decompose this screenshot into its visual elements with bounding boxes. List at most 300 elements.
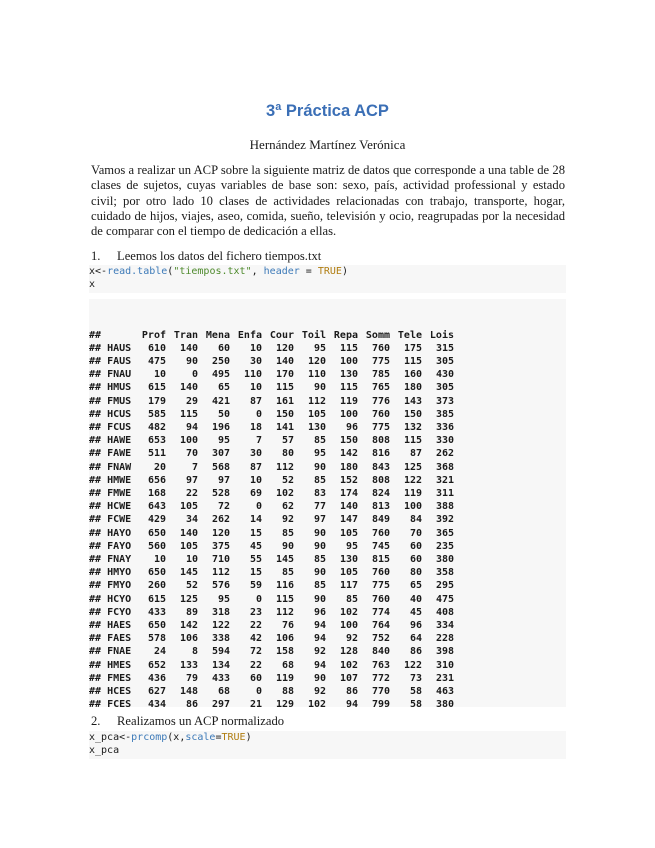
table-cell: 0 (255, 408, 262, 420)
table-cell: 115 (275, 382, 294, 394)
table-cell: 100 (179, 435, 198, 447)
table-cell: 120 (275, 342, 294, 354)
table-cell: 90 (281, 540, 294, 552)
section-label: Leemos los datos del fichero tiempos.txt (117, 249, 322, 263)
code-function: read.table (107, 266, 168, 277)
table-cell: 95 (217, 435, 230, 447)
table-cell: 145 (179, 567, 198, 579)
table-cell: 228 (435, 633, 454, 645)
table-cell: 495 (211, 369, 230, 381)
table-cell: 160 (403, 369, 422, 381)
table-cell: 560 (147, 540, 166, 552)
table-cell: 174 (339, 488, 358, 500)
table-cell: 128 (339, 646, 358, 658)
row-name: FAYO (107, 540, 132, 552)
table-cell: 815 (371, 554, 390, 566)
row-prefix: ## (89, 435, 108, 447)
table-cell: 7 (191, 461, 198, 473)
table-cell: 130 (339, 554, 358, 566)
table-cell: 72 (217, 501, 230, 513)
table-row (89, 421, 454, 434)
code-token: <- (95, 266, 108, 277)
table-cell: 380 (435, 554, 454, 566)
table-cell: 594 (211, 646, 230, 658)
table-cell: 650 (147, 567, 166, 579)
table-row (89, 659, 454, 672)
table-cell: 110 (243, 369, 262, 381)
table-cell: 115 (403, 356, 422, 367)
table-cell: 95 (345, 540, 358, 552)
table-cell: 775 (371, 356, 390, 367)
row-name: FAWE (107, 448, 132, 460)
table-row (89, 487, 454, 500)
table-cell: 94 (313, 659, 326, 671)
table-cell: 775 (371, 422, 390, 434)
table-cell: 96 (409, 620, 422, 632)
table-cell: 849 (371, 514, 390, 526)
table-cell: 8 (191, 646, 198, 658)
code-token: x_pca (89, 745, 120, 757)
table-cell: 96 (313, 606, 326, 618)
table-cell: 90 (313, 672, 326, 684)
table-cell: 105 (339, 567, 358, 579)
table-row (89, 342, 454, 355)
table-cell: 95 (217, 593, 230, 605)
table-cell: 112 (275, 461, 294, 473)
table-cell: 305 (435, 356, 454, 367)
table-cell: 196 (211, 422, 230, 434)
table-cell: 295 (435, 580, 454, 592)
row-label (89, 659, 134, 672)
row-label (89, 500, 134, 513)
code-token: x_pca (89, 732, 120, 743)
table-cell: 148 (179, 686, 198, 698)
table-cell: 112 (275, 606, 294, 618)
table-cell: 80 (281, 448, 294, 460)
table-cell: 760 (371, 342, 390, 354)
table-row (89, 355, 454, 368)
row-prefix: ## (89, 369, 108, 381)
table-row (89, 381, 454, 394)
table-cell: 92 (345, 633, 358, 645)
table-cell: 119 (339, 395, 358, 407)
row-label (89, 606, 134, 619)
table-cell: 650 (147, 527, 166, 539)
table-cell: 813 (371, 501, 390, 513)
table-cell: 760 (371, 567, 390, 579)
table-cell: 112 (307, 395, 326, 407)
table-cell: 0 (255, 593, 262, 605)
row-prefix: ## (89, 395, 108, 407)
table-row (89, 500, 454, 513)
row-prefix: ## (89, 527, 108, 539)
row-name: HCES (107, 686, 132, 698)
row-label (89, 698, 134, 711)
table-cell: 568 (211, 461, 230, 473)
table-cell: 72 (249, 646, 262, 658)
row-name: FNAY (107, 554, 132, 566)
table-cell: 30 (249, 448, 262, 460)
row-name: HCWE (107, 501, 132, 513)
table-cell: 102 (307, 699, 326, 711)
row-label (89, 566, 134, 579)
table-cell: 799 (371, 699, 390, 711)
row-label (89, 381, 134, 394)
table-cell: 100 (403, 501, 422, 513)
table-cell: 10 (153, 369, 166, 381)
column-header: Prof (141, 329, 166, 341)
table-cell: 85 (313, 435, 326, 447)
row-label (89, 593, 134, 606)
row-name: HMYO (107, 567, 132, 579)
table-cell: 34 (185, 514, 198, 526)
table-cell: 475 (147, 356, 166, 367)
table-cell: 92 (281, 514, 294, 526)
table-cell: 745 (371, 540, 390, 552)
table-cell: 122 (403, 474, 422, 486)
table-cell: 760 (371, 408, 390, 420)
table-cell: 45 (249, 540, 262, 552)
table-cell: 100 (339, 408, 358, 420)
table-cell: 179 (147, 395, 166, 407)
table-cell: 85 (313, 554, 326, 566)
table-cell: 578 (147, 633, 166, 645)
row-label (89, 434, 134, 447)
column-header: Repa (333, 329, 358, 341)
table-cell: 334 (435, 620, 454, 632)
row-prefix: ## (89, 580, 108, 592)
row-prefix: ## (89, 356, 108, 367)
table-cell: 824 (371, 488, 390, 500)
table-cell: 475 (435, 593, 454, 605)
table-row (89, 513, 454, 526)
table-cell: 102 (275, 488, 294, 500)
table-cell: 62 (281, 501, 294, 513)
table-cell: 106 (179, 633, 198, 645)
row-name: FMES (107, 672, 132, 684)
code-token: ) (245, 732, 252, 743)
table-cell: 42 (249, 633, 262, 645)
table-cell: 122 (211, 620, 230, 632)
row-name: FNAU (107, 369, 132, 381)
table-cell: 180 (403, 382, 422, 394)
row-prefix: ## (89, 501, 108, 513)
code-token: x (89, 266, 96, 277)
code-token: x (89, 279, 96, 291)
table-cell: 147 (339, 514, 358, 526)
table-cell: 125 (403, 461, 422, 473)
table-cell: 615 (147, 593, 166, 605)
section-number: 2. (91, 714, 101, 728)
row-prefix: ## (89, 540, 108, 552)
table-row (89, 685, 454, 698)
row-name: FCUS (107, 422, 132, 434)
table-cell: 10 (249, 342, 262, 354)
table-cell: 22 (185, 488, 198, 500)
table-cell: 115 (403, 435, 422, 447)
code-output-table (89, 299, 566, 711)
table-cell: 365 (435, 527, 454, 539)
table-cell: 102 (339, 606, 358, 618)
row-prefix: ## (89, 554, 108, 566)
row-label (89, 672, 134, 685)
table-cell: 392 (435, 514, 454, 526)
row-label (89, 447, 134, 460)
table-cell: 170 (275, 369, 294, 381)
table-cell: 60 (249, 672, 262, 684)
table-cell: 585 (147, 408, 166, 420)
table-cell: 133 (179, 659, 198, 671)
table-row (89, 474, 454, 487)
row-label (89, 619, 134, 632)
table-cell: 130 (307, 422, 326, 434)
table-cell: 511 (147, 448, 166, 460)
section-heading-2 (91, 714, 284, 729)
table-cell: 105 (339, 527, 358, 539)
row-label (89, 421, 134, 434)
table-cell: 336 (435, 422, 454, 434)
table-cell: 150 (403, 408, 422, 420)
table-cell: 90 (313, 382, 326, 394)
table-cell: 388 (435, 501, 454, 513)
table-cell: 97 (217, 474, 230, 486)
table-cell: 24 (153, 646, 166, 658)
row-prefix: ## (89, 342, 108, 354)
table-cell: 23 (249, 606, 262, 618)
row-label (89, 395, 134, 408)
table-cell: 141 (275, 422, 294, 434)
table-row (89, 606, 454, 619)
table-cell: 321 (435, 474, 454, 486)
table-cell: 117 (339, 580, 358, 592)
row-prefix: ## (89, 672, 108, 684)
table-cell: 231 (435, 672, 454, 684)
table-cell: 840 (371, 646, 390, 658)
row-label (89, 408, 134, 421)
table-cell: 116 (275, 580, 294, 592)
table-cell: 70 (409, 527, 422, 539)
table-cell: 86 (409, 646, 422, 658)
row-name: FCWE (107, 514, 132, 526)
table-cell: 90 (313, 527, 326, 539)
table-cell: 175 (403, 342, 422, 354)
table-cell: 434 (147, 699, 166, 711)
row-prefix: ## (89, 620, 108, 632)
column-header: Toil (301, 329, 326, 341)
row-label (89, 579, 134, 592)
table-cell: 86 (185, 699, 198, 711)
code-token: = (215, 732, 222, 743)
table-cell: 752 (371, 633, 390, 645)
table-cell: 10 (249, 382, 262, 394)
table-cell: 40 (409, 593, 422, 605)
row-prefix: ## (89, 606, 108, 618)
table-cell: 76 (281, 620, 294, 632)
table-cell: 307 (211, 448, 230, 460)
row-name: HAES (107, 620, 132, 632)
column-header: Somm (365, 329, 390, 341)
code-keyword: TRUE (221, 732, 246, 743)
table-cell: 21 (249, 699, 262, 711)
row-prefix: ## (89, 474, 108, 486)
table-cell: 87 (409, 448, 422, 460)
table-cell: 140 (179, 382, 198, 394)
table-cell: 30 (249, 356, 262, 367)
row-prefix: ## (89, 329, 102, 341)
table-cell: 119 (275, 672, 294, 684)
code-block-pca (89, 731, 566, 759)
row-name: FMWE (107, 488, 132, 500)
table-cell: 18 (249, 422, 262, 434)
code-block-read: x<-read.table("tiempos.txt", header = TRUE) x (89, 265, 566, 293)
table-cell: 65 (409, 580, 422, 592)
row-prefix: ## (89, 633, 108, 645)
row-prefix: ## (89, 461, 108, 473)
table-cell: 132 (403, 422, 422, 434)
row-prefix: ## (89, 382, 108, 394)
table-cell: 129 (275, 699, 294, 711)
table-cell: 763 (371, 659, 390, 671)
table-cell: 86 (345, 686, 358, 698)
table-cell: 140 (275, 356, 294, 367)
table-row (89, 408, 454, 421)
table-cell: 311 (435, 488, 454, 500)
table-cell: 140 (179, 527, 198, 539)
table-row (89, 527, 454, 540)
table-cell: 120 (307, 356, 326, 367)
table-cell: 643 (147, 501, 166, 513)
code-token: = (299, 266, 318, 277)
table-cell: 152 (339, 474, 358, 486)
table-cell: 10 (249, 474, 262, 486)
table-cell: 64 (409, 633, 422, 645)
table-cell: 55 (249, 554, 262, 566)
table-cell: 433 (211, 672, 230, 684)
row-prefix: ## (89, 567, 108, 579)
table-cell: 142 (339, 448, 358, 460)
table-cell: 122 (403, 659, 422, 671)
table-row (89, 540, 454, 553)
row-label (89, 553, 134, 566)
row-name: HCYO (107, 593, 132, 605)
table-cell: 15 (249, 527, 262, 539)
table-cell: 808 (371, 435, 390, 447)
table-cell: 653 (147, 435, 166, 447)
row-label (89, 645, 134, 658)
table-cell: 318 (211, 606, 230, 618)
row-prefix: ## (89, 699, 108, 711)
table-cell: 69 (249, 488, 262, 500)
table-cell: 95 (313, 342, 326, 354)
table-cell: 368 (435, 461, 454, 473)
table-cell: 85 (281, 567, 294, 579)
table-cell: 650 (147, 620, 166, 632)
table-cell: 115 (339, 342, 358, 354)
table-row (89, 553, 454, 566)
table-cell: 250 (211, 356, 230, 367)
table-cell: 130 (339, 369, 358, 381)
table-cell: 90 (313, 540, 326, 552)
row-name: HAWE (107, 435, 132, 447)
table-cell: 105 (179, 540, 198, 552)
table-cell: 373 (435, 395, 454, 407)
row-name: FCES (107, 699, 132, 711)
table-cell: 84 (409, 514, 422, 526)
table-cell: 94 (313, 633, 326, 645)
row-label (89, 487, 134, 500)
table-cell: 430 (435, 369, 454, 381)
table-cell: 262 (435, 448, 454, 460)
section-label: Realizamos un ACP normalizado (117, 714, 285, 728)
table-cell: 95 (313, 448, 326, 460)
table-cell: 140 (339, 501, 358, 513)
table-cell: 50 (217, 408, 230, 420)
table-cell: 775 (371, 580, 390, 592)
table-cell: 60 (409, 540, 422, 552)
row-label (89, 368, 134, 381)
table-cell: 115 (275, 593, 294, 605)
table-cell: 119 (403, 488, 422, 500)
table-cell: 770 (371, 686, 390, 698)
table-cell: 235 (435, 540, 454, 552)
table-cell: 710 (211, 554, 230, 566)
row-prefix: ## (89, 659, 108, 671)
table-cell: 528 (211, 488, 230, 500)
row-name: FAES (107, 633, 132, 645)
table-cell: 134 (211, 659, 230, 671)
table-cell: 142 (179, 620, 198, 632)
table-cell: 380 (435, 699, 454, 711)
table-cell: 115 (339, 382, 358, 394)
section-heading-1 (91, 249, 321, 264)
table-cell: 85 (281, 527, 294, 539)
table-cell: 10 (185, 554, 198, 566)
table-cell: 433 (147, 606, 166, 618)
table-cell: 125 (179, 593, 198, 605)
table-row (89, 593, 454, 606)
table-row (89, 461, 454, 474)
row-label (89, 355, 134, 368)
table-cell: 52 (281, 474, 294, 486)
table-cell: 87 (249, 395, 262, 407)
table-cell: 310 (435, 659, 454, 671)
table-cell: 262 (211, 514, 230, 526)
row-label (89, 342, 134, 355)
table-cell: 15 (249, 567, 262, 579)
data-table (89, 329, 454, 712)
table-cell: 60 (409, 554, 422, 566)
table-cell: 97 (313, 514, 326, 526)
table-cell: 0 (255, 501, 262, 513)
row-label (89, 474, 134, 487)
row-name: HCUS (107, 408, 132, 420)
table-cell: 90 (185, 356, 198, 367)
table-cell: 79 (185, 672, 198, 684)
table-cell: 94 (345, 699, 358, 711)
table-cell: 14 (249, 514, 262, 526)
row-name: HMES (107, 659, 132, 671)
table-cell: 260 (147, 580, 166, 592)
table-cell: 627 (147, 686, 166, 698)
column-header: Tran (173, 329, 198, 341)
table-row (89, 395, 454, 408)
table-cell: 774 (371, 606, 390, 618)
table-cell: 0 (255, 686, 262, 698)
table-cell: 92 (313, 686, 326, 698)
row-label (89, 461, 134, 474)
row-label (89, 632, 134, 645)
column-header: Tele (397, 329, 422, 341)
